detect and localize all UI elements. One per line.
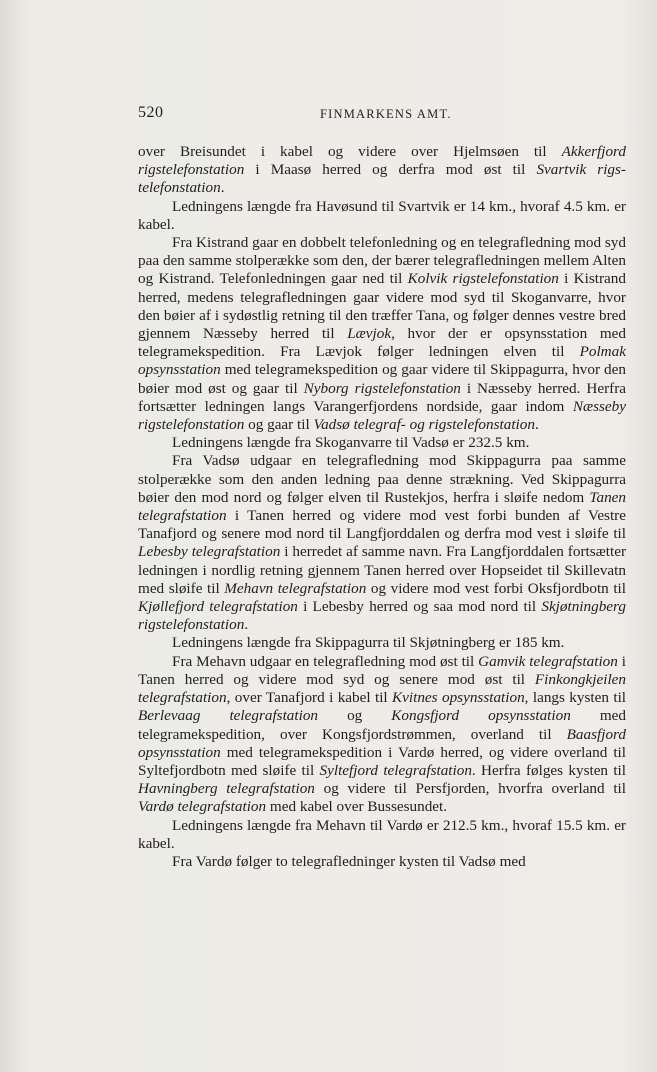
body-text — [138, 143, 626, 871]
place-name: Finkongkjeilen telegrafstation — [138, 670, 626, 707]
place-name: Næsseby rigstelefonstation — [138, 397, 626, 434]
text-run: og — [318, 707, 392, 725]
place-name: Polmak opsynsstation — [138, 343, 626, 379]
place-name: Vardø telegrafstation — [138, 798, 267, 816]
text-run: , hvor der er opsynsstation med telegramekspedition. Fra Lævjok følger ledningen elven til — [138, 325, 627, 361]
text-run: Ledningens længde fra Havøsund til Svartvik er 14 km., hvoraf 4.5 km. er kabel. — [138, 197, 626, 233]
text-run: i Tanen herred og videre mod syd og senere mod øst til — [138, 652, 626, 688]
paragraph — [138, 434, 626, 452]
text-run: og gaar til — [244, 416, 314, 434]
place-name: Havningberg telegrafstation — [138, 780, 315, 798]
text-run: i Kistrand herred, medens telegrafledningen gaar videre mod syd til Skoganvarre, hvor den bøier af i sydøstlig retning til den træffer Tana, og følger dennes vestre bred gjennem Næsseby herred til — [138, 270, 626, 343]
text-run: og videre til Persfjorden, hvorfra overland til — [314, 780, 626, 798]
place-name: Kongsfjord opsynsstation — [391, 707, 571, 725]
paragraph — [138, 634, 626, 652]
place-name: Skjøtningberg rigstelefonstation — [138, 598, 626, 634]
place-name: Kvitnes opsynsstation — [392, 689, 525, 707]
text-run: Ledningens længde fra Mehavn til Vardø er 212.5 km., hvoraf 15.5 km. er kabel. — [138, 816, 626, 852]
text-run: i Maasø herred og derfra mod øst til — [244, 161, 537, 179]
text-run: i herredet af samme navn. Fra Langfjorddalen fortsætter ledningen i nordlig retning gjennem Tanen herred over Hopseidet til Skillevatn med sløife til — [138, 543, 627, 597]
paragraph — [138, 817, 626, 853]
place-name: Lebesby telegrafstation — [138, 543, 281, 561]
text-run: Fra Mehavn udgaar en telegrafledning mod øst til — [172, 652, 479, 670]
paragraph — [138, 234, 626, 434]
text-run: Fra Kistrand gaar en dobbelt telefonledning og en telegrafledning mod syd paa den samme stolperække som den, der bærer telegrafledningen mellem Alten og Kistrand. Telefonledningen gaar ned til — [138, 234, 626, 288]
text-run: . — [244, 616, 249, 634]
place-name: Baasfjord opsynsstation — [138, 725, 626, 761]
page-header — [138, 104, 626, 124]
paragraph — [138, 452, 626, 634]
text-run: med kabel over Bussesundet. — [266, 798, 448, 816]
text-run: i Næsseby herred. Herfra fortsætter ledningen langs Varangerfjordens nordside, gaar indom — [138, 379, 626, 415]
place-name: Berlevaag telegrafstation — [138, 707, 319, 725]
text-run: Ledningens længde fra Skoganvarre til Vadsø er 232.5 km. — [172, 434, 530, 452]
place-name: Nyborg rigstelefonstation — [303, 379, 461, 397]
text-run: og videre mod vest forbi Oksfjordbotn til — [366, 579, 626, 597]
place-name: Akkerfjord rigstelefonstation — [138, 143, 626, 179]
paragraph — [138, 143, 626, 198]
place-name: Mehavn telegrafstation — [224, 579, 367, 597]
text-run: i Lebesby herred og saa mod nord til — [297, 598, 542, 616]
text-run: Fra Vardø følger to telegrafledninger kysten til Vadsø med — [172, 852, 526, 870]
place-name: Syltefjord telegrafstation — [319, 761, 472, 779]
place-name: Lævjok — [347, 325, 392, 343]
place-name: Tanen telegrafstation — [138, 488, 626, 525]
text-run: med telegramekspedition og gaar videre til Skippagurra, hvor den bøier mod øst og gaar til — [138, 361, 626, 397]
paragraph — [138, 853, 626, 871]
text-run: . Herfra følges kysten til — [471, 761, 626, 779]
text-run: med telegramekspedition i Vardø herred, og videre overland til Syltefjordbotn med sløife til — [138, 743, 626, 779]
place-name: Vadsø telegraf- og rigstelefonstation — [313, 416, 535, 434]
text-run: , langs kysten til — [524, 689, 627, 707]
place-name: Kolvik rigstelefonstation — [407, 270, 559, 288]
page-number: 520 — [138, 104, 164, 121]
text-run: . — [534, 416, 539, 434]
text-run: . — [220, 179, 225, 197]
text-run: i Tanen herred og videre mod vest forbi bunden af Vestre Tanafjord og senere mod nord til Langfjorddalen og derfra mod vest i sløife til — [138, 507, 626, 543]
place-name: Kjøllefjord telegrafstation — [138, 598, 298, 616]
paragraph — [138, 198, 626, 234]
place-name: Gamvik telegrafstation — [478, 652, 618, 670]
place-name: Svartvik rigstelefonstation — [138, 161, 626, 197]
text-run: Fra Vadsø udgaar en telegrafledning mod Skippagurra paa samme stolperække som den anden ledning paa denne strækning. Ved Skippagurra bøier den mod nord og følger elven til Rustekjos, herfra i sløife nedom — [138, 452, 626, 506]
text-run: med telegramekspedition, over Kongsfjordstrømmen, overland til — [138, 707, 626, 743]
paragraph — [138, 653, 626, 817]
text-run: Ledningens længde fra Skippagurra til Skjøtningberg er 185 km. — [172, 634, 565, 652]
text-run: over Breisundet i kabel og videre over Hjelmsøen til — [138, 143, 562, 160]
text-run: , over Tanafjord i kabel til — [226, 689, 393, 707]
running-title: FINMARKENS AMT. — [320, 107, 452, 121]
